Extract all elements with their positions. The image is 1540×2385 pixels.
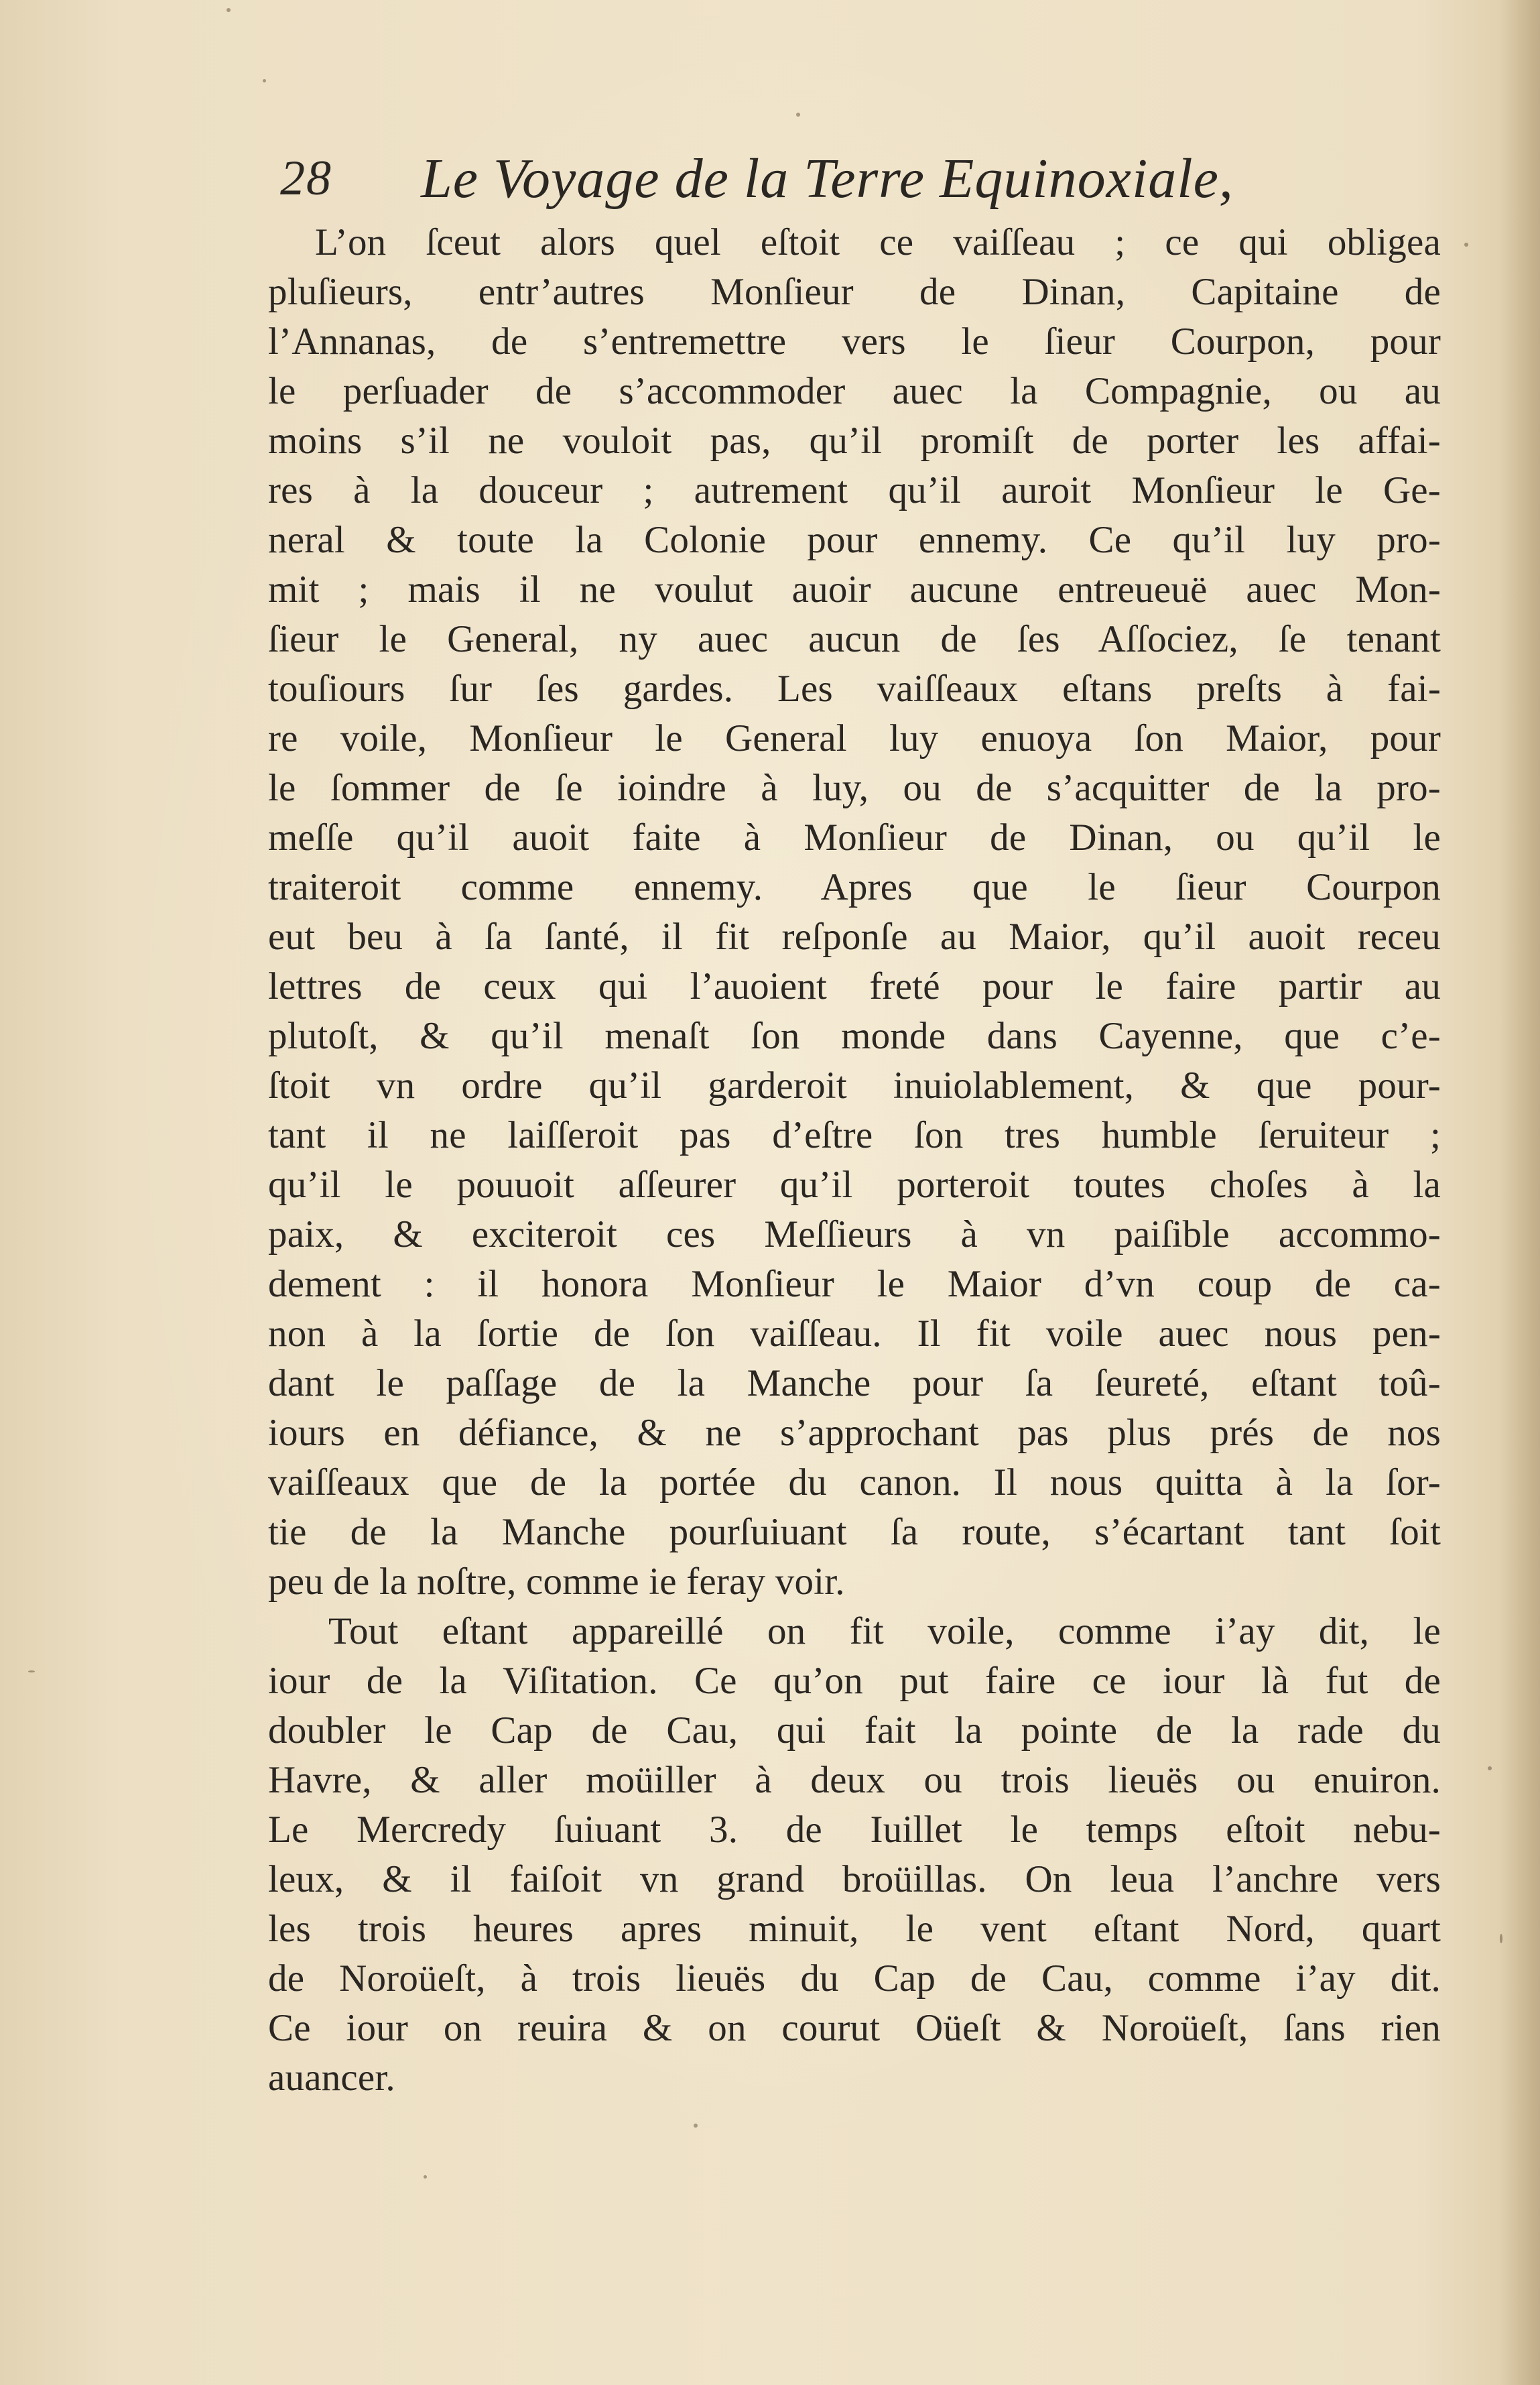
text-line: meſſe qu’il auoit faite à Monſieur de Dinan, ou qu’il le — [268, 816, 1441, 859]
ink-speck — [263, 79, 266, 82]
text-line: dant le paſſage de la Manche pour ſa ſeureté, eſtant toû- — [268, 1362, 1441, 1404]
text-line: mit ; mais il ne voulut auoir aucune entreueuë auec Mon- — [268, 568, 1441, 611]
text-line: auancer. — [268, 2057, 395, 2099]
text-line: Havre, & aller moüiller à deux ou trois lieuës ou enuiron. — [268, 1759, 1441, 1801]
text-line: lettres de ceux qui l’auoient freté pour le faire partir au — [268, 965, 1441, 1007]
running-title: Le Voyage de la Terre Equinoxiale, — [421, 147, 1234, 210]
text-line: traiteroit comme ennemy. Apres que le ſieur Courpon — [268, 866, 1441, 908]
text-line: de Noroüeſt, à trois lieuës du Cap de Cau, comme i’ay dit. — [268, 1957, 1441, 2000]
text-line: L’on ſceut alors quel eſtoit ce vaiſſeau ; ce qui obligea — [315, 221, 1441, 263]
page-number: 28 — [280, 151, 332, 206]
gutter-shadow — [1500, 0, 1540, 2385]
text-line: touſiours ſur ſes gardes. Les vaiſſeaux eſtans preſts à fai- — [268, 668, 1441, 710]
text-line: le perſuader de s’accommoder auec la Compagnie, ou au — [268, 370, 1441, 412]
ink-speck — [1500, 1934, 1502, 1943]
text-line: l’Annanas, de s’entremettre vers le ſieur Courpon, pour — [268, 320, 1441, 363]
text-line: doubler le Cap de Cau, qui fait la pointe de la rade du — [268, 1709, 1441, 1752]
text-line: iour de la Viſitation. Ce qu’on put faire ce iour là fut de — [268, 1660, 1441, 1702]
text-line: plutoſt, & qu’il menaſt ſon monde dans Cayenne, que c’e- — [268, 1015, 1441, 1057]
ink-speck — [796, 113, 800, 117]
text-line: ſtoit vn ordre qu’il garderoit inuiolablement, & que pour- — [268, 1064, 1441, 1107]
text-line: peu de la noſtre, comme ie feray voir. — [268, 1561, 845, 1603]
ink-speck — [1464, 243, 1468, 247]
text-line: leux, & il faiſoit vn grand broüillas. On leua l’anchre vers — [268, 1858, 1441, 1900]
text-line: eut beu à ſa ſanté, il fit reſponſe au Maior, qu’il auoit receu — [268, 916, 1441, 958]
text-line: vaiſſeaux que de la portée du canon. Il nous quitta à la ſor- — [268, 1461, 1441, 1504]
text-line: qu’il le pouuoit aſſeurer qu’il porteroit toutes choſes à la — [268, 1164, 1441, 1206]
text-line: ſieur le General, ny auec aucun de ſes Aſſociez, ſe tenant — [268, 618, 1441, 660]
text-line: pluſieurs, entr’autres Monſieur de Dinan, Capitaine de — [268, 271, 1441, 313]
text-line: iours en défiance, & ne s’approchant pas plus prés de nos — [268, 1412, 1441, 1454]
text-line: paix, & exciteroit ces Meſſieurs à vn paiſible accommo- — [268, 1213, 1441, 1256]
text-line: res à la douceur ; autrement qu’il auroit Monſieur le Ge- — [268, 469, 1441, 511]
text-line: tant il ne laiſſeroit pas d’eſtre ſon tres humble ſeruiteur ; — [268, 1114, 1441, 1156]
ink-speck — [28, 1670, 35, 1672]
text-line: dement : il honora Monſieur le Maior d’vn coup de ca- — [268, 1263, 1441, 1305]
text-line: re voile, Monſieur le General luy enuoya ſon Maior, pour — [268, 717, 1441, 759]
text-line: tie de la Manche pourſuiuant ſa route, s’écartant tant ſoit — [268, 1511, 1441, 1553]
running-header — [280, 143, 1326, 217]
text-line: non à la ſortie de ſon vaiſſeau. Il fit voile auec nous pen- — [268, 1312, 1441, 1355]
ink-speck — [227, 8, 231, 12]
text-line: Le Mercredy ſuiuant 3. de Iuillet le temps eſtoit nebu- — [268, 1809, 1441, 1851]
text-line: Ce iour on reuira & on courut Oüeſt & Noroüeſt, ſans rien — [268, 2007, 1441, 2049]
text-line: le ſommer de ſe ioindre à luy, ou de s’acquitter de la pro- — [268, 767, 1441, 809]
text-line: Tout eſtant appareillé on fit voile, comme i’ay dit, le — [328, 1610, 1441, 1652]
ink-speck — [694, 2124, 698, 2128]
ink-speck — [424, 2175, 427, 2179]
text-line: moins s’il ne vouloit pas, qu’il promiſt de porter les affai- — [268, 420, 1441, 462]
ink-speck — [1488, 1766, 1492, 1770]
text-line: neral & toute la Colonie pour ennemy. Ce qu’il luy pro- — [268, 519, 1441, 561]
text-line: les trois heures apres minuit, le vent eſtant Nord, quart — [268, 1908, 1441, 1950]
